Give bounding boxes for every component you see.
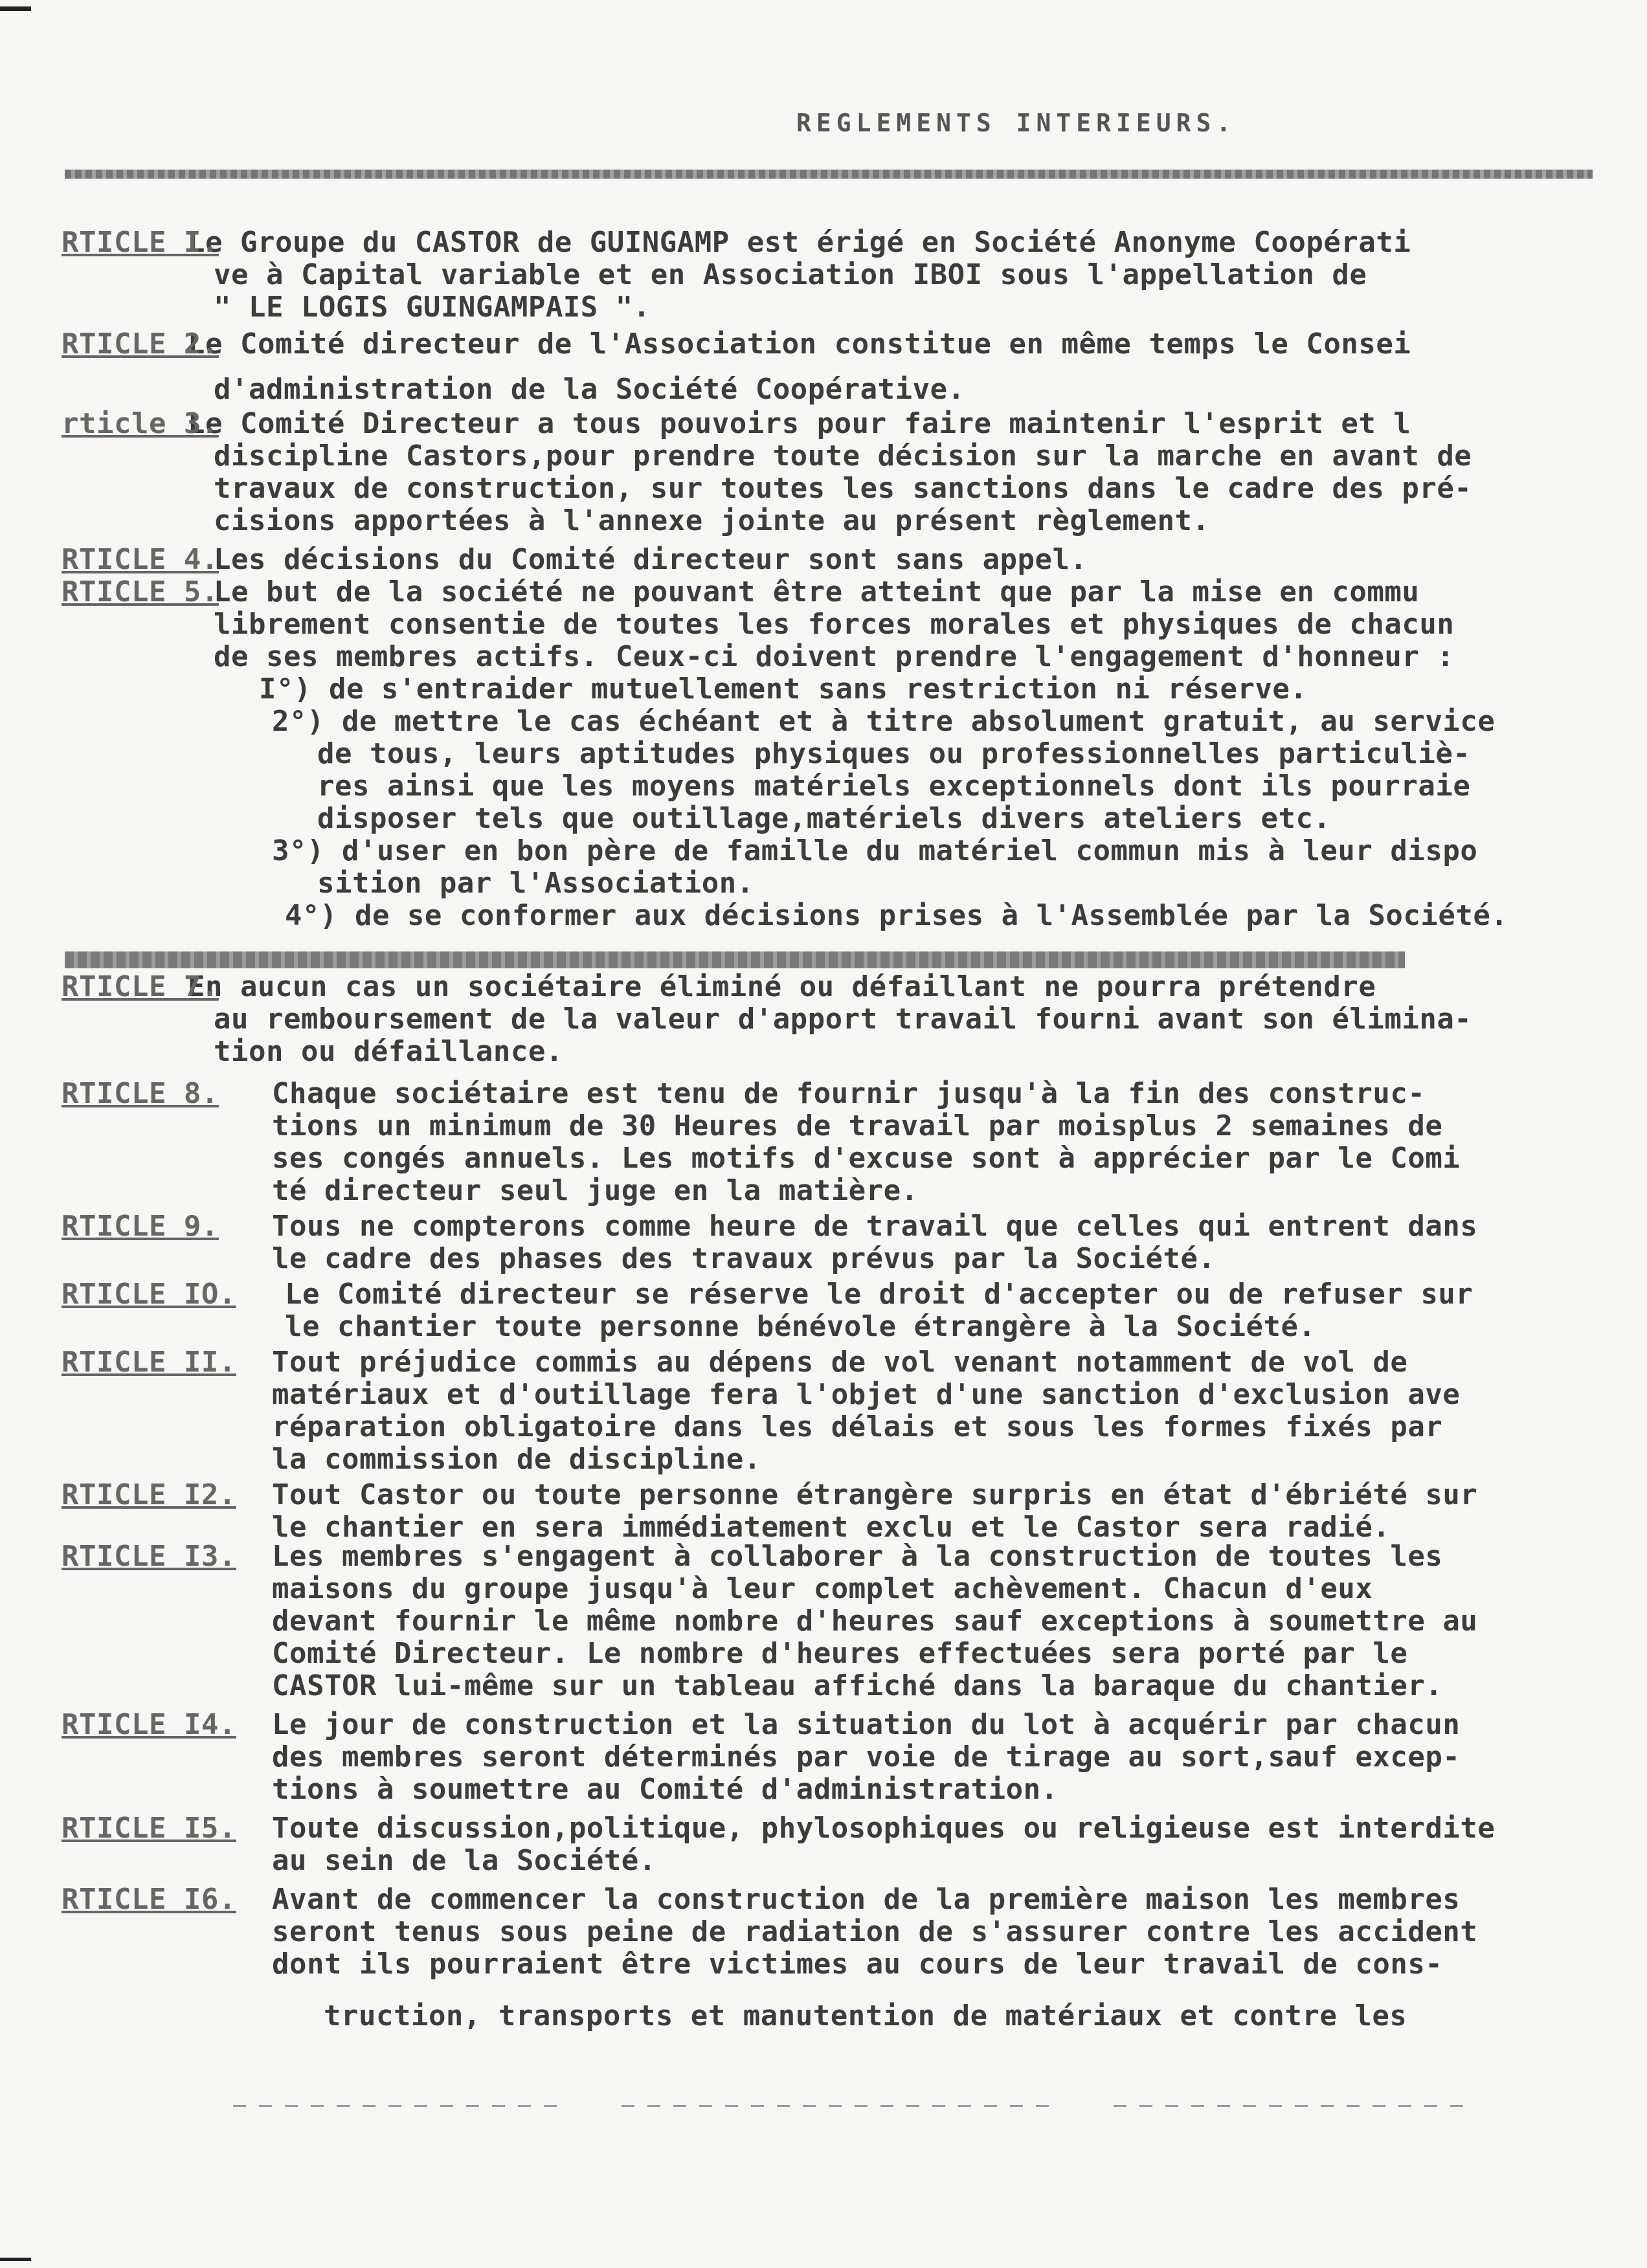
article-line: le cadre des phases des travaux prévus par la Société. (272, 1243, 1216, 1275)
footer-rule (233, 2105, 570, 2107)
scan-edge-mark (0, 2258, 31, 2261)
article-label: RTICLE I6. (62, 1883, 236, 1916)
article-label: RTICLE I. (62, 226, 219, 259)
article-line: matériaux et d'outillage fera l'objet d'une sanction d'exclusion ave (272, 1379, 1461, 1411)
article-label: RTICLE 2. (62, 328, 219, 361)
article-line: 4°) de se conformer aux décisions prises à l'Assemblée par la Société. (285, 900, 1508, 932)
article-6 (62, 971, 1589, 1068)
article-5 (62, 576, 1589, 932)
article-line: la commission de discipline. (272, 1443, 761, 1476)
article-line: réparation obligatoire dans les délais et sous les formes fixés par (272, 1411, 1443, 1443)
article-1 (62, 227, 1589, 324)
article-line: devant fournir le même nombre d'heures sauf exceptions à soumettre au (272, 1605, 1478, 1638)
article-label: RTICLE I5. (62, 1812, 236, 1845)
article-line: res ainsi que les moyens matériels exceptionnels dont ils pourraie (317, 770, 1471, 803)
article-line: Toute discussion,politique, phylosophiques ou religieuse est interdite (272, 1812, 1496, 1845)
article-13 (62, 1709, 1589, 1806)
article-7 (62, 1078, 1589, 1207)
article-line: librement consentie de toutes les forces morales et physiques de chacun (214, 608, 1455, 641)
article-line: tions à soumettre au Comité d'administration. (272, 1773, 1059, 1806)
article-line: le chantier toute personne bénévole étrangère à la Société. (285, 1311, 1316, 1343)
article-line: le chantier en sera immédiatement exclu et le Castor sera radié. (272, 1511, 1391, 1544)
article-line: Tout préjudice commis au dépens de vol venant notamment de vol de (272, 1346, 1408, 1379)
article-line: ve à Capital variable et en Association IBOI sous l'appellation de (214, 259, 1367, 291)
article-line: Le Comité directeur se réserve le droit d'accepter ou de refuser sur (285, 1278, 1473, 1311)
article-label: RTICLE IO. (62, 1278, 236, 1311)
document-title: REGLEMENTS INTERIEURS. (796, 109, 1237, 137)
article-line: tions un minimum de 30 Heures de travail par moisplus 2 semaines de (272, 1110, 1443, 1142)
article-3 (62, 408, 1589, 537)
article-8 (62, 1210, 1589, 1275)
article-label: RTICLE 7. (62, 970, 219, 1003)
article-line: Le but de la société ne pouvant être atteint que par la mise en commu (214, 576, 1420, 608)
article-11 (62, 1479, 1589, 1544)
article-line: cisions apportées à l'annexe jointe au présent règlement. (214, 505, 1210, 537)
article-line: Le jour de construction et la situation du lot à acquérir par chacun (272, 1709, 1461, 1741)
article-line: de tous, leurs aptitudes physiques ou professionnelles particuliè- (317, 738, 1471, 770)
struck-line (65, 951, 1405, 968)
article-line: seront tenus sous peine de radiation de s'assurer contre les accident (272, 1916, 1478, 1948)
article-line: Avant de commencer la construction de la première maison les membres (272, 1884, 1461, 1916)
article-line: travaux de construction, sur toutes les sanctions dans le cadre des pré- (214, 472, 1472, 505)
article-label: RTICLE II. (62, 1346, 236, 1379)
article-9 (62, 1278, 1589, 1343)
footer-rule (1114, 2105, 1476, 2107)
article-line: au remboursement de la valeur d'apport travail fourni avant son élimina- (214, 1003, 1472, 1036)
article-line: I°) de s'entraider mutuellement sans restriction ni réserve. (259, 673, 1308, 706)
article-15 (62, 1884, 1589, 2032)
article-line: Les membres s'engagent à collaborer à la construction de toutes les (272, 1540, 1443, 1573)
article-10 (62, 1346, 1589, 1476)
article-label: RTICLE 8. (62, 1077, 219, 1110)
article-label: RTICLE I2. (62, 1478, 236, 1511)
article-label: RTICLE 5. (62, 575, 219, 608)
article-line: 2°) de mettre le cas échéant et à titre absolument gratuit, au service (272, 706, 1496, 738)
article-label: RTICLE I4. (62, 1708, 236, 1741)
article-line: au sein de la Société. (272, 1845, 656, 1877)
article-line: tion ou défaillance. (214, 1036, 563, 1068)
title-underline (65, 170, 1593, 179)
article-14 (62, 1812, 1589, 1877)
article-line: disposer tels que outillage,matériels divers ateliers etc. (317, 803, 1331, 835)
article-line: Le Groupe du CASTOR de GUINGAMP est érigé en Société Anonyme Coopérati (188, 227, 1411, 259)
article-12 (62, 1540, 1589, 1702)
article-label: rticle 3. (62, 407, 219, 440)
article-line: CASTOR lui-même sur un tableau affiché dans la baraque du chantier. (272, 1670, 1443, 1702)
article-line: de ses membres actifs. Ceux-ci doivent prendre l'engagement d'honneur : (214, 641, 1455, 673)
article-label: RTICLE 4. (62, 543, 219, 576)
article-line: Comité Directeur. Le nombre d'heures effectuées sera porté par le (272, 1638, 1408, 1670)
article-line: sition par l'Association. (317, 867, 754, 900)
article-label: RTICLE I3. (62, 1540, 236, 1573)
article-line: discipline Castors,pour prendre toute décision sur la marche en avant de (214, 440, 1472, 472)
article-line: maisons du groupe jusqu'à leur complet achèvement. Chacun d'eux (272, 1573, 1373, 1605)
scan-edge-mark (0, 6, 31, 11)
article-line: Le Comité directeur de l'Association constitue en même temps le Consei (188, 328, 1411, 361)
article-line: dont ils pourraient être victimes au cours de leur travail de cons- (272, 1948, 1443, 1981)
article-line: En aucun cas un sociétaire éliminé ou défaillant ne pourra prétendre (188, 971, 1376, 1003)
article-line: " LE LOGIS GUINGAMPAIS ". (214, 291, 651, 324)
footer-rule (622, 2105, 1062, 2107)
article-line: Chaque sociétaire est tenu de fournir jusqu'à la fin des construc- (272, 1078, 1426, 1110)
article-2 (62, 328, 1589, 406)
article-line: Tous ne compterons comme heure de travail que celles qui entrent dans (272, 1210, 1478, 1243)
article-line: Tout Castor ou toute personne étrangère surpris en état d'ébriété sur (272, 1479, 1478, 1511)
article-line: Les décisions du Comité directeur sont sans appel. (214, 544, 1088, 576)
article-line: té directeur seul juge en la matière. (272, 1175, 919, 1207)
article-line: ses congés annuels. Les motifs d'excuse sont à apprécier par le Comi (272, 1142, 1461, 1175)
article-line: Le Comité Directeur a tous pouvoirs pour faire maintenir l'esprit et l (188, 408, 1411, 440)
article-line: truction, transports et manutention de matériaux et contre les (324, 2000, 1407, 2032)
article-line: d'administration de la Société Coopérative. (214, 373, 965, 406)
article-label: RTICLE 9. (62, 1210, 219, 1243)
article-line: des membres seront déterminés par voie de tirage au sort,sauf excep- (272, 1741, 1461, 1773)
article-4 (62, 544, 1589, 576)
article-line: 3°) d'user en bon père de famille du matériel commun mis à leur dispo (272, 835, 1478, 867)
